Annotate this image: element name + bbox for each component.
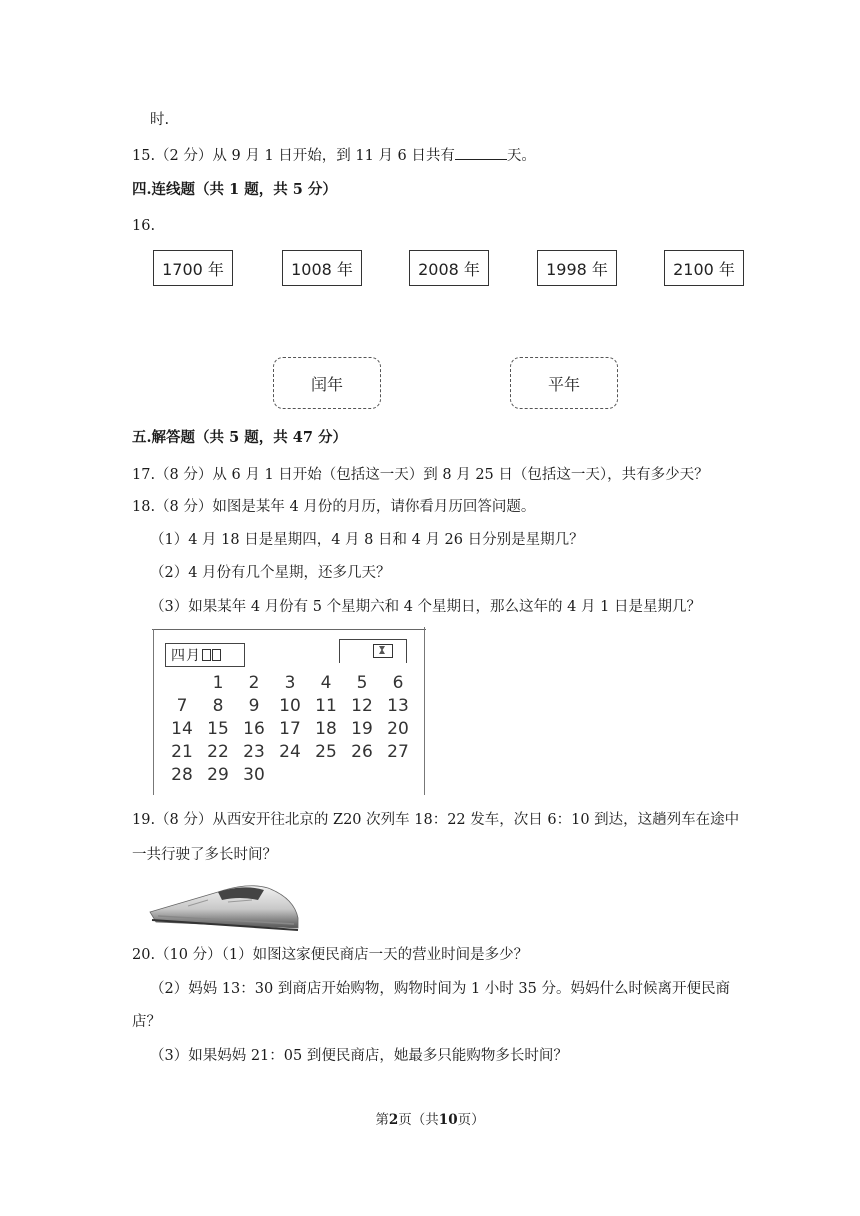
calendar-frame <box>152 629 426 630</box>
question-15: 15.（2 分）从 9 月 1 日开始，到 11 月 6 日共有 天。 <box>132 145 536 166</box>
calendar-day: 5 <box>356 673 368 693</box>
question-19-line-1: 19.（8 分）从西安开往北京的 Z20 次列车 18：22 发车，次日 6：10 到达，这趟列车在途中 <box>132 812 740 828</box>
calendar-day: 25 <box>315 742 337 762</box>
leap-year-box[interactable]: 闰年 <box>273 357 381 409</box>
calendar-day: 23 <box>243 742 265 762</box>
year-box-1008[interactable]: 1008 年 <box>282 250 362 286</box>
calendar-day: 7 <box>176 696 188 716</box>
year-box-1700[interactable]: 1700 年 <box>153 250 233 286</box>
calendar-day: 22 <box>207 742 229 762</box>
calendar-day: 18 <box>315 719 337 739</box>
calendar-day: 30 <box>243 765 265 785</box>
calendar-title: 四月 <box>165 643 245 667</box>
page-footer: 第2页（共10页） <box>375 1112 485 1128</box>
calendar-day: 24 <box>279 742 301 762</box>
calendar-day: 27 <box>387 742 409 762</box>
common-year-box[interactable]: 平年 <box>510 357 618 409</box>
calendar-day: 20 <box>387 719 409 739</box>
calendar-day: 16 <box>243 719 265 739</box>
question-17: 17.（8 分）从 6 月 1 日开始（包括这一天）到 8 月 25 日（包括这一天），共有多少天？ <box>132 467 709 483</box>
calendar-day: 2 <box>248 673 260 693</box>
question-20-line-1: 20.（10 分）（1）如图这家便民商店一天的营业时间是多少？ <box>132 947 529 963</box>
answer-blank[interactable] <box>455 145 507 160</box>
calendar-day: 13 <box>387 696 409 716</box>
question-16: 16. <box>132 218 156 234</box>
calendar-year-box <box>339 639 407 663</box>
calendar-day: 17 <box>279 719 301 739</box>
hourglass-icon <box>373 644 393 658</box>
calendar-day: 28 <box>171 765 193 785</box>
calendar-empty-cell <box>164 673 200 696</box>
calendar-day: 12 <box>351 696 373 716</box>
calendar-day: 4 <box>320 673 332 693</box>
calendar-day: 19 <box>351 719 373 739</box>
question-20-part-2: （2）妈妈 13：30 到商店开始购物，购物时间为 1 小时 35 分。妈妈什么时候离开便民商 <box>150 981 730 997</box>
calendar-day: 1 <box>212 673 224 693</box>
question-19-line-2: 一共行驶了多长时间？ <box>132 847 277 863</box>
high-speed-train-image <box>148 872 300 934</box>
calendar-day: 11 <box>315 696 337 716</box>
calendar-day: 6 <box>392 673 404 693</box>
year-box-2008[interactable]: 2008 年 <box>409 250 489 286</box>
calendar-day: 21 <box>171 742 193 762</box>
calendar-day: 29 <box>207 765 229 785</box>
calendar-day: 3 <box>284 673 296 693</box>
question-18-stem: 18.（8 分）如图是某年 4 月份的月历，请你看月历回答问题。 <box>132 499 536 515</box>
calendar-day: 8 <box>212 696 224 716</box>
calendar-day: 15 <box>207 719 229 739</box>
calendar-day: 9 <box>248 696 260 716</box>
year-box-2100[interactable]: 2100 年 <box>664 250 744 286</box>
calendar-day: 26 <box>351 742 373 762</box>
section-5-heading: 五.解答题（共 5 题，共 47 分） <box>132 429 348 446</box>
calendar-day: 14 <box>171 719 193 739</box>
april-calendar <box>150 625 430 795</box>
question-18-part-1: （1）4 月 18 日是星期四，4 月 8 日和 4 月 26 日分别是星期几？ <box>150 532 584 548</box>
section-4-heading: 四.连线题（共 1 题，共 5 分） <box>132 181 337 198</box>
calendar-grid <box>164 673 416 788</box>
continued-text: 时. <box>150 112 170 128</box>
year-box-1998[interactable]: 1998 年 <box>537 250 617 286</box>
calendar-day: 10 <box>279 696 301 716</box>
question-18-part-3: （3）如果某年 4 月份有 5 个星期六和 4 个星期日，那么这年的 4 月 1 日是星期几？ <box>150 599 701 615</box>
question-18-part-2: （2）4 月份有几个星期，还多几天？ <box>150 565 391 581</box>
question-20-part-3: （3）如果妈妈 21：05 到便民商店，她最多只能购物多长时间？ <box>150 1048 568 1064</box>
question-20-part-2-cont: 店？ <box>132 1014 161 1030</box>
